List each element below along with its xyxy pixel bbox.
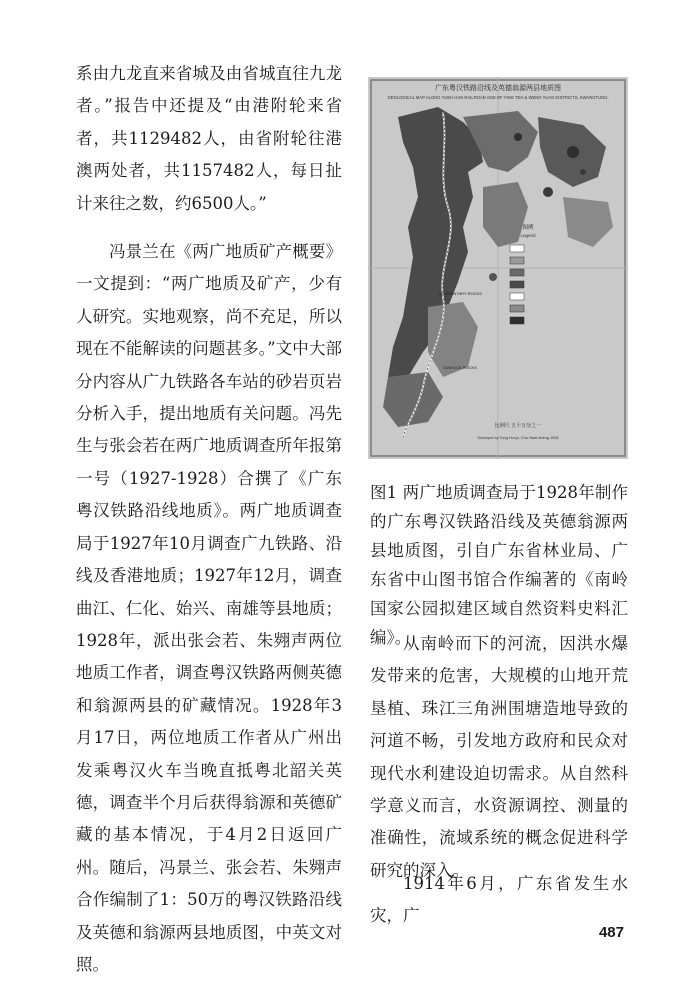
figure-caption — [370, 478, 628, 652]
geology-patch — [567, 146, 579, 158]
legend-label-sedimentary: SEDIMENTARY ROCKS — [438, 291, 482, 296]
map-title-cn: 广东粤汉铁路沿线及英德翁源两县地质图 — [435, 85, 561, 92]
legend-label-igneous: IGNEOUS ROCKS — [443, 365, 477, 370]
right-paragraph-2 — [370, 628, 628, 887]
right-paragraph-3 — [370, 868, 628, 933]
left-column — [76, 58, 342, 981]
page-number: 487 — [598, 924, 624, 941]
geological-map-image — [368, 77, 628, 459]
map-title-en: GEOLOGICAL MAP ALONG YUEH HAN RAILROAD AND OF YING TEH & WENG YUAN DISTRICTS, KWANGTUNG. — [387, 95, 609, 100]
paragraph-3: 从南岭而下的河流，因洪水爆发带来的危害，大规模的山地开荒垦植、珠江三角洲围塘造地导致的河道不畅，引发地方政府和民众对现代水利建设迫切需求。从自然科学意义而言，水资源调控、测量的准确性，流域系统的概念促进科学研究的深入。 — [370, 634, 628, 880]
legend-title-cn: 图例 — [522, 225, 534, 231]
legend-swatch — [510, 269, 524, 276]
caption-text: 图1 两广地质调查局于1928年制作的广东粤汉铁路沿线及英德翁源两县地质图，引自广东省林业局、广东省中山图书馆合作编著的《南岭国家公园拟建区域自然资料史料汇编》。 — [370, 483, 628, 647]
geology-patch — [489, 273, 497, 281]
geology-patch — [514, 133, 522, 141]
map-credit-text: Surveyed by Tang Hui-jo, Chu Hwei-sheng 1928 — [477, 436, 559, 440]
legend-swatch — [510, 317, 524, 324]
legend-title-en: Legend — [520, 233, 536, 238]
paragraph-4: 1914年6月，广东省发生水灾，广 — [370, 874, 628, 926]
legend-swatch — [510, 305, 524, 312]
legend-swatch — [510, 245, 524, 252]
map-scale-text: 比例尺 五十万分之一 — [494, 423, 542, 429]
legend-swatch — [510, 293, 524, 300]
legend-swatch — [510, 281, 524, 288]
legend-swatch — [510, 257, 524, 264]
geological-map-figure — [368, 77, 628, 459]
geology-patch — [580, 169, 586, 175]
paragraph-1: 系由九龙直来省城及由省城直往九龙者。”报告中还提及“由港附轮来省者，共1129482人，由省附轮往港澳两处者，共1157482人，每日扯计来往之数，约6500人。” — [76, 64, 342, 213]
geology-patch — [543, 187, 553, 197]
paragraph-2: 冯景兰在《两广地质矿产概要》一文提到：“两广地质及矿产，少有人研究。实地观察，尚不充足，所以现在不能解读的问题甚多。”文中大部分内容从广九铁路各车站的砂岩页岩分析入手，提出地质有关问题。冯先生与张会若在两广地质调查所年报第一号（1927-1928）合撰了《广东粤汉铁路沿线地质》。两广地质调查局于1927年10月调查广九铁路、沿线及香港地质；1927年12月，调查曲江、仁化、始兴、南雄等县地质；1928年，派出张会若、朱翙声两位地质工作者，调查粤汉铁路两侧英德和翁源两县的矿藏情况。1928年3月17日，两位地质工作者从广州出发乘粤汉火车当晚直抵粤北韶关英德，调查半个月后获得翁源和英德矿藏的基本情况，于4月2日返回广州。随后，冯景兰、张会若、朱翙声合作编制了1：50万的粤汉铁路沿线及英德和翁源两县地质图，中英文对照。 — [76, 242, 342, 974]
